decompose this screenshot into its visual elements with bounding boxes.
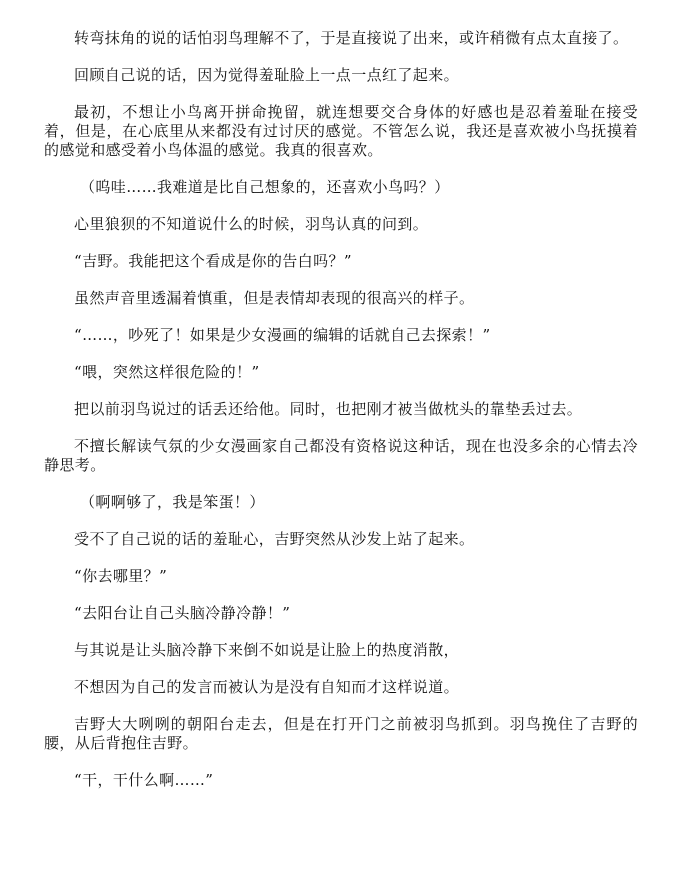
dialogue-6: “干，干什么啊……” (74, 771, 214, 789)
dialogue-1: “吉野。我能把这个看成是你的告白吗？” (74, 252, 352, 270)
paragraph-3: 最初，不想让小鸟离开拼命挽留，就连想要交合身体的好感也是忍着羞耻在接受着，但是，在心底里从来都没有过讨厌的感觉。不管怎么说，我还是喜欢被小鸟抚摸着的感觉和感受着小鸟体温的感觉。我真的很喜欢。 (44, 103, 638, 159)
paragraph-16: 与其说是让头脑冷静下来倒不如说是让脸上的热度消散， (74, 641, 460, 659)
inner-thought-1: （呜哇……我难道是比自己想象的，还喜欢小鸟吗？） (80, 178, 450, 196)
paragraph-7: 虽然声音里透漏着慎重，但是表情却表现的很高兴的样子。 (74, 289, 475, 307)
paragraph-10: 把以前羽鸟说过的话丢还给他。同时，也把刚才被当做枕头的靠垫丢过去。 (74, 400, 583, 418)
paragraph-11: 不擅长解读气氛的少女漫画家自己都没有资格说这种话，现在也没多余的心情去冷静思考。 (44, 437, 638, 474)
paragraph-5: 心里狼狈的不知道说什么的时候，羽鸟认真的问到。 (74, 215, 429, 233)
dialogue-2: “……，吵死了！如果是少女漫画的编辑的话就自己去探索！” (74, 326, 491, 344)
paragraph-1: 转弯抹角的说的话怕羽鸟理解不了，于是直接说了出来，或许稍微有点太直接了。 (74, 29, 629, 47)
paragraph-18: 吉野大大咧咧的朝阳台走去，但是在打开门之前被羽鸟抓到。羽鸟挽住了吉野的腰，从后背抱住吉野。 (44, 715, 638, 752)
paragraph-13: 受不了自己说的话的羞耻心，吉野突然从沙发上站了起来。 (74, 530, 475, 548)
text-column (44, 29, 638, 808)
dialogue-4: “你去哪里？” (74, 567, 168, 585)
dialogue-3: “喂，突然这样很危险的！” (74, 363, 260, 381)
paragraph-17: 不想因为自己的发言而被认为是没有自知而才这样说道。 (74, 678, 460, 696)
inner-thought-2: （啊啊够了，我是笨蛋！） (80, 493, 265, 511)
paragraph-2: 回顾自己说的话，因为觉得羞耻脸上一点一点红了起来。 (74, 66, 460, 84)
dialogue-5: “去阳台让自己头脑冷静冷静！” (74, 604, 291, 622)
